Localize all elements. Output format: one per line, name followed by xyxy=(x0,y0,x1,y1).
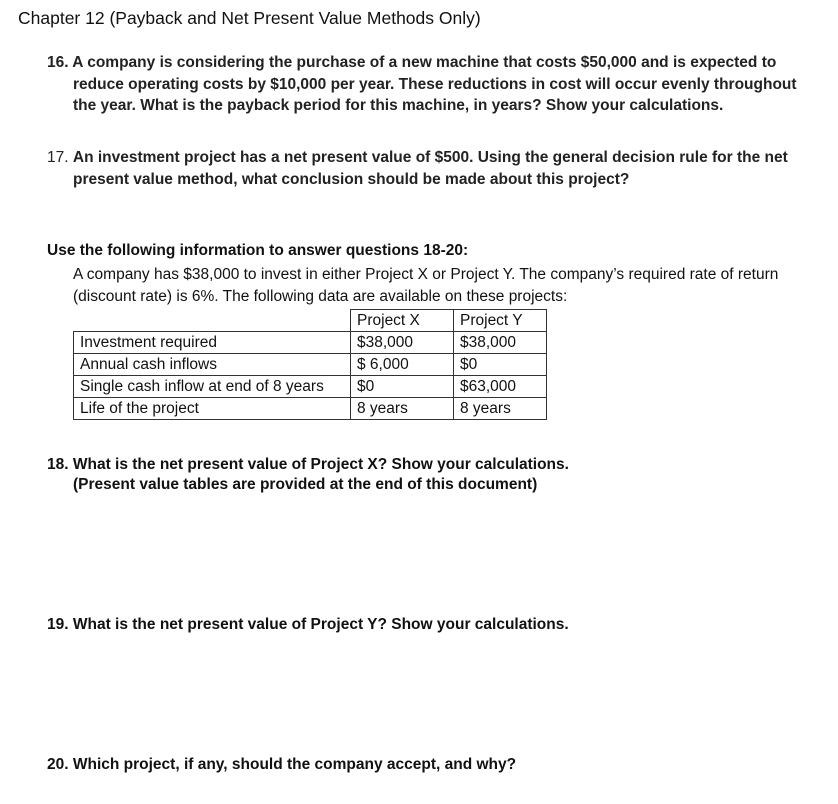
question-18: 18. What is the net present value of Project X? Show your calculations. xyxy=(47,456,569,473)
question-16-body xyxy=(47,52,807,117)
question-17-text: An investment project has a net present value of $500. Using the general decision rule for the net present value method, what conclusion should be made about this project? xyxy=(72,149,788,188)
question-20: 20. Which project, if any, should the company accept, and why? xyxy=(47,756,517,773)
table-row xyxy=(74,332,547,354)
table-row xyxy=(74,376,547,398)
table-cell-label: Life of the project xyxy=(74,398,351,420)
question-18-note: (Present value tables are provided at the end of this document) xyxy=(73,476,538,493)
question-16-number: 16. xyxy=(47,54,69,71)
table-cell-label: Single cash inflow at end of 8 years xyxy=(74,376,351,398)
table-cell-project-x: $0 xyxy=(351,376,454,398)
chapter-title: Chapter 12 (Payback and Net Present Value Methods Only) xyxy=(18,8,481,28)
table-header-blank xyxy=(74,310,351,332)
table-cell-project-y: $0 xyxy=(454,354,547,376)
question-17-number: 17. xyxy=(47,149,69,166)
table-cell-project-x: 8 years xyxy=(351,398,454,420)
table-header-project-y: Project Y xyxy=(454,310,547,332)
project-data-table xyxy=(73,309,547,420)
info-body: A company has $38,000 to invest in either Project X or Project Y. The company’s required rate of return (discount rate) is 6%. The following data are available on these projects: xyxy=(73,266,779,305)
table-header-row xyxy=(74,310,547,332)
table-cell-project-y: 8 years xyxy=(454,398,547,420)
table-cell-label: Annual cash inflows xyxy=(74,354,351,376)
table-header-project-x: Project X xyxy=(351,310,454,332)
table-cell-project-x: $38,000 xyxy=(351,332,454,354)
question-19: 19. What is the net present value of Project Y? Show your calculations. xyxy=(47,616,569,633)
question-17-body xyxy=(47,147,807,190)
question-16 xyxy=(47,52,807,117)
table-cell-label: Investment required xyxy=(74,332,351,354)
question-17 xyxy=(47,147,807,190)
table-cell-project-y: $63,000 xyxy=(454,376,547,398)
info-heading: Use the following information to answer questions 18-20: xyxy=(47,242,469,259)
table-cell-project-x: $ 6,000 xyxy=(351,354,454,376)
table-cell-project-y: $38,000 xyxy=(454,332,547,354)
table-row xyxy=(74,354,547,376)
question-16-text: A company is considering the purchase of a new machine that costs $50,000 and is expected to reduce operating costs by $10,000 per year. These reductions in cost will occur evenly throughout the year. What is the payback period for this machine, in years? Show your calculations. xyxy=(72,54,797,114)
table-row xyxy=(74,398,547,420)
